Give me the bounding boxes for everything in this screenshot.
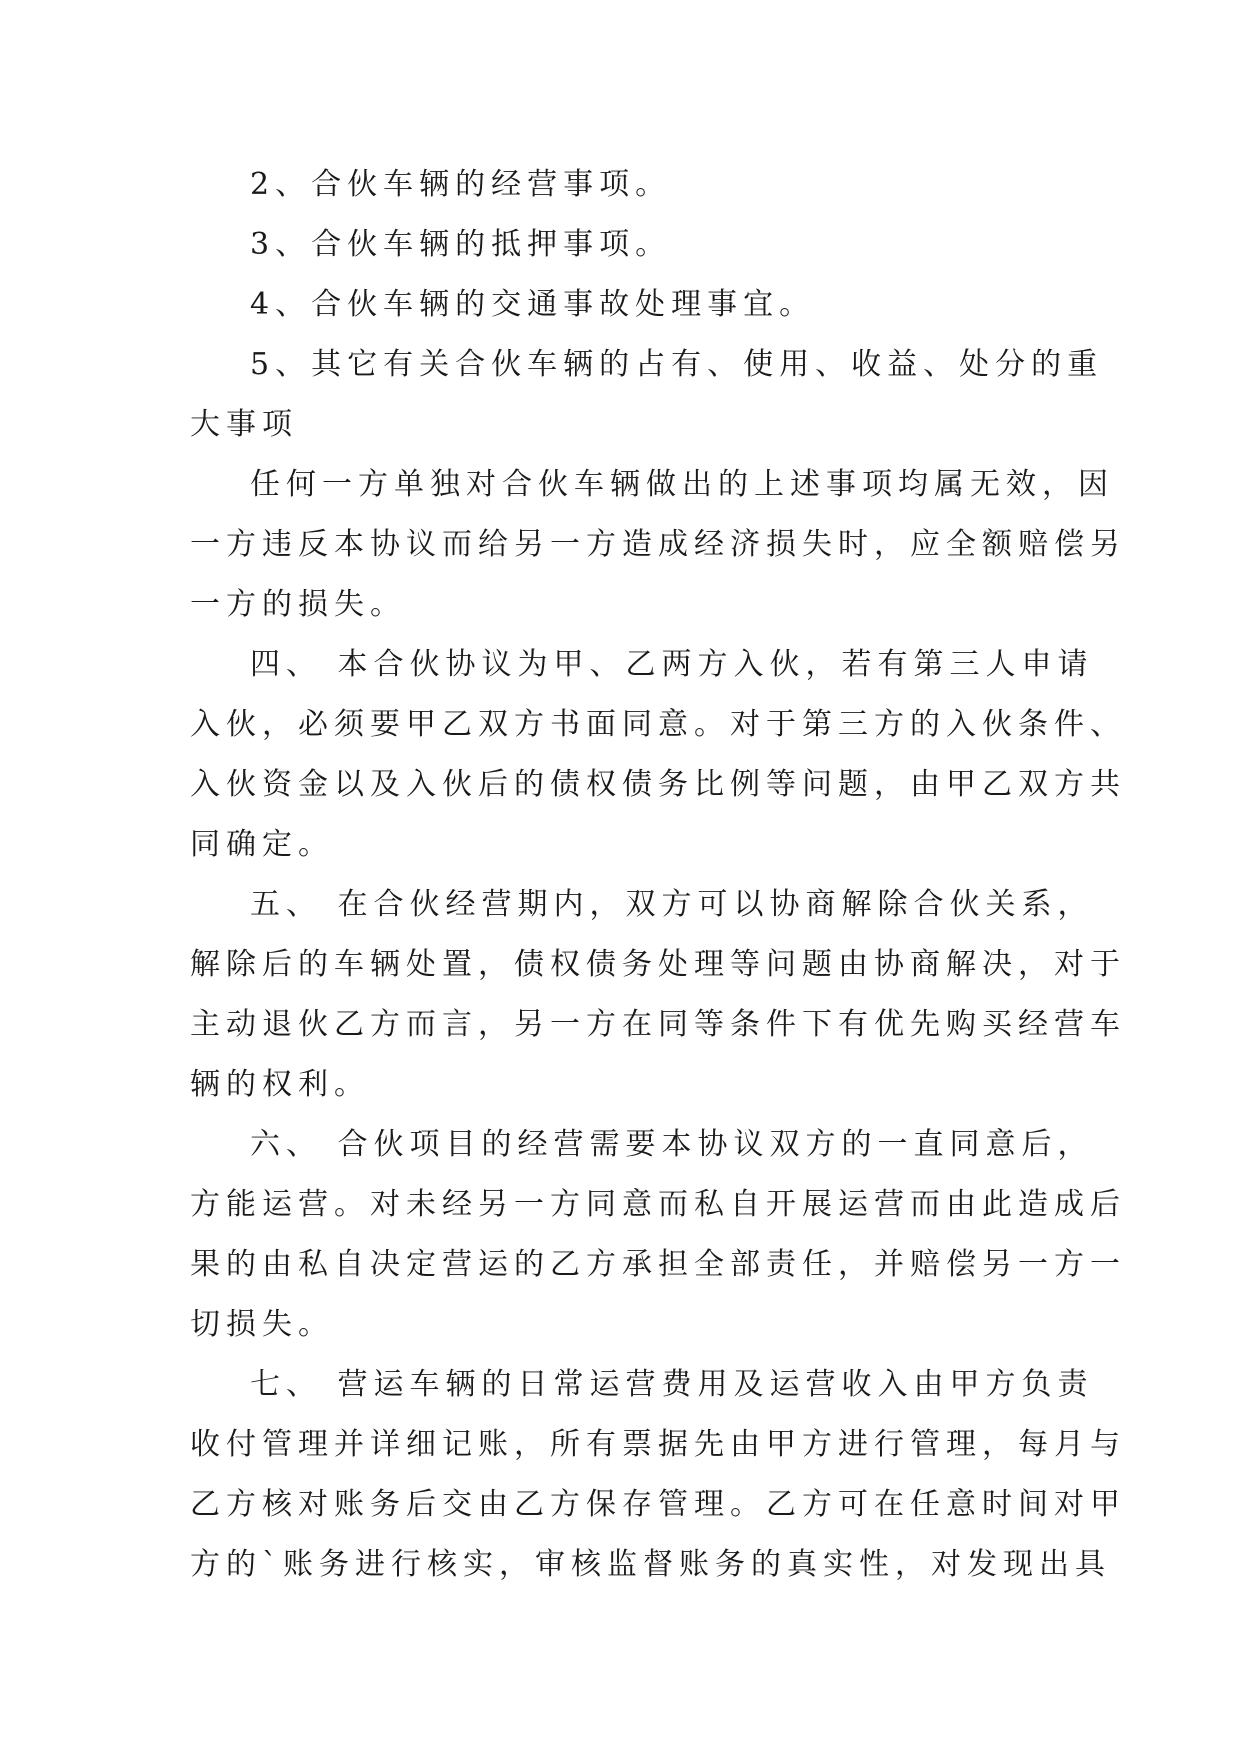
text-line: 主动退伙乙方而言，另一方在同等条件下有优先购买经营车 [190, 1007, 1126, 1042]
text-line: 任何一方单独对合伙车辆做出的上述事项均属无效，因 [250, 467, 1114, 502]
text-line: 乙方核对账务后交由乙方保存管理。乙方可在任意时间对甲 [190, 1487, 1126, 1522]
text-line: 同确定。 [190, 827, 334, 862]
text-line: 一方违反本协议而给另一方造成经济损失时，应全额赔偿另 [190, 527, 1126, 562]
text-line: 入伙资金以及入伙后的债权债务比例等问题，由甲乙双方共 [190, 767, 1126, 802]
text-line: 方能运营。对未经另一方同意而私自开展运营而由此造成后 [190, 1187, 1126, 1222]
text-line: 大事项 [190, 407, 298, 442]
text-line: 解除后的车辆处置，债权债务处理等问题由协商解决，对于 [190, 947, 1126, 982]
text-line: 4、合伙车辆的交通事故处理事宜。 [250, 287, 816, 322]
text-line: 切损失。 [190, 1307, 334, 1342]
text-line: 5、其它有关合伙车辆的占有、使用、收益、处分的重 [250, 347, 1104, 382]
text-line: 七、 营运车辆的日常运营费用及运营收入由甲方负责 [250, 1367, 1094, 1402]
text-line: 入伙，必须要甲乙双方书面同意。对于第三方的入伙条件、 [190, 707, 1126, 742]
text-line: 辆的权利。 [190, 1067, 370, 1102]
text-line: 四、 本合伙协议为甲、乙两方入伙，若有第三人申请 [250, 647, 1094, 682]
text-line: 3、合伙车辆的抵押事项。 [250, 227, 672, 262]
text-line: 五、 在合伙经营期内，双方可以协商解除合伙关系， [250, 887, 1094, 922]
text-line: 一方的损失。 [190, 587, 406, 622]
text-line: 2、合伙车辆的经营事项。 [250, 167, 672, 202]
text-line: 收付管理并详细记账，所有票据先由甲方进行管理，每月与 [190, 1427, 1126, 1462]
text-line: 六、 合伙项目的经营需要本协议双方的一直同意后， [250, 1127, 1094, 1162]
text-line: 果的由私自决定营运的乙方承担全部责任，并赔偿另一方一 [190, 1247, 1126, 1282]
text-line: 方的`账务进行核实，审核监督账务的真实性，对发现出具 [190, 1547, 1111, 1582]
